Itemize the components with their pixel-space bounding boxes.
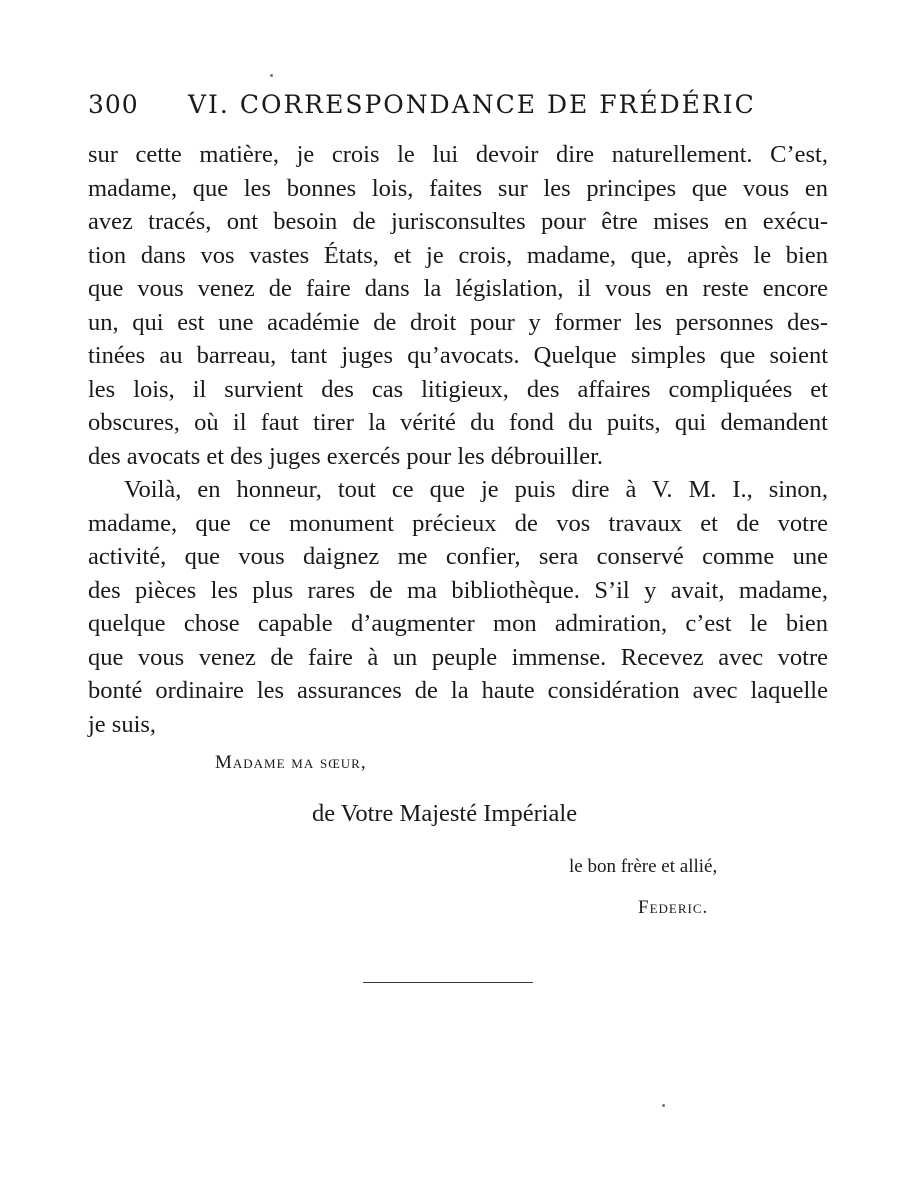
majesty-line: de Votre Majesté Impériale — [312, 800, 578, 827]
text-line: tion dans vos vastes États, et je crois, madame, que, après le bien — [88, 241, 828, 269]
text-line: sur cette matière, je crois le lui devoir dire naturellement. C’est, — [88, 141, 828, 168]
text-line: madame, que ce monument précieux de vos travaux et de votre — [88, 509, 828, 537]
paper-speck — [270, 74, 273, 77]
text-line: activité, que vous daignez me confier, sera conservé comme une — [88, 543, 828, 570]
text-line: bonté ordinaire les assurances de la haute considération avec laquelle — [88, 677, 828, 704]
text-line: que vous venez de faire dans la législation, il vous en reste encore — [88, 275, 828, 302]
text-line: les lois, il survient des cas litigieux, des affaires compliquées et — [88, 375, 828, 403]
running-title: VI. CORRESPONDANCE DE FRÉDÉRIC — [188, 90, 756, 119]
paper-speck — [662, 1104, 665, 1107]
letter-body — [88, 138, 828, 741]
text-line: des pièces les plus rares de ma bibliothèque. S’il y avait, madame, — [88, 576, 828, 604]
text-line: avez tracés, ont besoin de jurisconsultes pour être mises en exécu- — [88, 208, 828, 235]
text-line: quelque chose capable d’augmenter mon admiration, c’est le bien — [88, 610, 828, 637]
text-line: Voilà, en honneur, tout ce que je puis dire à V. M. I., sinon, — [124, 476, 828, 503]
relation-line: le bon frère et allié, — [569, 856, 718, 877]
text-line: madame, que les bonnes lois, faites sur les principes que vous en — [88, 174, 828, 202]
text-line: un, qui est une académie de droit pour y former les personnes des- — [88, 308, 828, 336]
salutation: Madame ma sœur, — [215, 752, 367, 773]
signature: Federic. — [638, 897, 709, 918]
text-line: je suis, — [88, 710, 157, 738]
page-header — [88, 90, 828, 124]
text-line: des avocats et des juges exercés pour les débrouiller. — [88, 442, 604, 470]
text-line: obscures, où il faut tirer la vérité du fond du puits, qui demandent — [88, 409, 828, 436]
page-number: 300 — [88, 90, 139, 119]
section-divider — [363, 982, 533, 983]
text-line: tinées au barreau, tant juges qu’avocats. Quelque simples que soient — [88, 342, 828, 369]
text-line: que vous venez de faire à un peuple immense. Recevez avec votre — [88, 643, 828, 671]
